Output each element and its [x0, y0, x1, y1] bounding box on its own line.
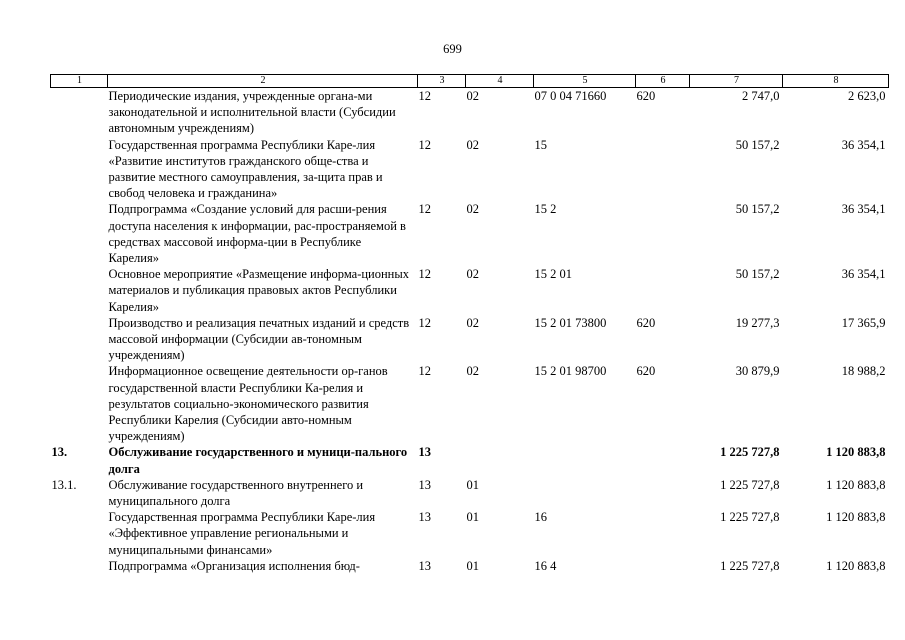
row-number — [51, 137, 108, 202]
expense-type-code — [636, 137, 690, 202]
subsection-code: 01 — [466, 558, 479, 573]
row-name: Обслуживание государственного внутреннего и муниципального долга — [108, 477, 364, 509]
subsection-code: 02 — [466, 137, 479, 152]
target-article-code: 15 2 01 98700 — [534, 364, 607, 379]
amount-plan: 1 225 727,8 — [720, 558, 780, 573]
subsection-code: 02 — [466, 364, 479, 379]
table-body — [51, 88, 889, 575]
expense-type-code: 620 — [636, 364, 656, 379]
amount-actual: 1 120 883,8 — [826, 445, 886, 460]
amount-plan: 1 225 727,8 — [720, 477, 780, 492]
row-name: Подпрограмма «Организация исполнения бюд- — [108, 558, 360, 573]
expense-type-code — [636, 201, 690, 266]
column-header: 5 — [534, 75, 636, 88]
subsection-code: 01 — [466, 510, 479, 525]
row-number — [51, 509, 108, 558]
amount-plan: 50 157,2 — [735, 267, 780, 282]
table-row — [51, 88, 889, 137]
section-code: 12 — [418, 137, 431, 152]
subsection-code — [466, 444, 534, 476]
budget-table — [50, 74, 889, 574]
expense-type-code — [636, 509, 690, 558]
amount-actual: 18 988,2 — [841, 364, 886, 379]
amount-plan: 50 157,2 — [735, 202, 780, 217]
row-name: Основное мероприятие «Размещение информа-ционных материалов и публикация правовых актов Республики Карелия» — [108, 267, 410, 314]
target-article-code — [534, 477, 636, 509]
table-row — [51, 509, 889, 558]
section-code: 12 — [418, 315, 431, 330]
amount-plan: 1 225 727,8 — [720, 510, 780, 525]
expense-type-code — [636, 266, 690, 315]
section-code: 13 — [418, 558, 431, 573]
subsection-code: 02 — [466, 315, 479, 330]
column-header: 2 — [108, 75, 418, 88]
subsection-code: 02 — [466, 89, 479, 103]
subsection-code: 02 — [466, 202, 479, 217]
amount-plan: 1 225 727,8 — [720, 445, 780, 460]
expense-type-code — [636, 558, 690, 574]
section-code: 13 — [418, 510, 431, 525]
target-article-code: 15 — [534, 137, 547, 152]
column-header: 3 — [418, 75, 466, 88]
amount-actual: 36 354,1 — [841, 267, 886, 282]
row-number — [51, 558, 108, 574]
table-row — [51, 266, 889, 315]
target-article-code: 15 2 — [534, 202, 557, 217]
target-article-code: 15 2 01 73800 — [534, 315, 607, 330]
subsection-code: 01 — [466, 477, 479, 492]
expense-type-code: 620 — [636, 315, 656, 330]
page-number: 699 — [443, 42, 462, 56]
target-article-code — [534, 444, 636, 476]
target-article-code: 16 — [534, 510, 547, 525]
section-code: 13 — [418, 445, 431, 460]
amount-actual: 17 365,9 — [841, 315, 886, 330]
column-header: 8 — [783, 75, 889, 88]
subsection-code: 02 — [466, 267, 479, 282]
row-number — [51, 315, 108, 364]
row-name: Обслуживание государственного и муници-пального долга — [108, 445, 408, 476]
row-name: Подпрограмма «Создание условий для расши-рения доступа населения к информации, рас-пространяемой в средствах массовой информа-ции в Республике Карелия» — [108, 202, 406, 266]
table-row — [51, 363, 889, 444]
column-header: 4 — [466, 75, 534, 88]
expense-type-code — [636, 477, 690, 509]
expense-type-code: 620 — [636, 89, 656, 103]
row-number — [51, 88, 108, 137]
table-row — [51, 444, 889, 476]
target-article-code: 07 0 04 71660 — [534, 89, 607, 103]
column-header: 1 — [51, 75, 108, 88]
row-number: 13. — [51, 445, 68, 460]
amount-actual: 2 623,0 — [848, 89, 886, 103]
row-number — [51, 363, 108, 444]
section-code: 13 — [418, 477, 431, 492]
table-row — [51, 315, 889, 364]
row-name: Государственная программа Республики Каре-лия «Развитие институтов гражданского обще-ства и развитие местного самоуправления, за-щита прав и свобод человека и гражданина» — [108, 137, 383, 201]
table-row — [51, 137, 889, 202]
table-row — [51, 477, 889, 509]
row-number — [51, 266, 108, 315]
amount-actual: 1 120 883,8 — [826, 510, 886, 525]
row-name: Периодические издания, учрежденные органа-ми законодательной и исполнительной власти (Субсидии автономным учреждениям) — [108, 89, 396, 136]
amount-plan: 19 277,3 — [735, 315, 780, 330]
row-number — [51, 201, 108, 266]
table-header-row — [51, 75, 889, 88]
row-number: 13.1. — [51, 477, 77, 492]
amount-actual: 36 354,1 — [841, 202, 886, 217]
amount-actual: 1 120 883,8 — [826, 558, 886, 573]
column-header: 7 — [690, 75, 783, 88]
section-code: 12 — [418, 89, 431, 103]
amount-actual: 36 354,1 — [841, 137, 886, 152]
row-name: Производство и реализация печатных изданий и средств массовой информации (Субсидии ав-тономным учреждениям) — [108, 315, 410, 363]
amount-plan: 2 747,0 — [742, 89, 780, 103]
table-row — [51, 201, 889, 266]
amount-plan: 30 879,9 — [735, 364, 780, 379]
section-code: 12 — [418, 267, 431, 282]
row-name: Информационное освещение деятельности ор-ганов государственной власти Республики Ка-релия и результатов социально-экономического развития Республики Карелия (Субсидии авто-номным учреждениям) — [108, 364, 388, 444]
section-code: 12 — [418, 202, 431, 217]
amount-actual: 1 120 883,8 — [826, 477, 886, 492]
column-header: 6 — [636, 75, 690, 88]
section-code: 12 — [418, 364, 431, 379]
target-article-code: 16 4 — [534, 558, 557, 573]
table-row — [51, 558, 889, 574]
amount-plan: 50 157,2 — [735, 137, 780, 152]
row-name: Государственная программа Республики Каре-лия «Эффективное управление региональными и муниципальными финансами» — [108, 510, 376, 557]
expense-type-code — [636, 444, 690, 476]
target-article-code: 15 2 01 — [534, 267, 572, 282]
